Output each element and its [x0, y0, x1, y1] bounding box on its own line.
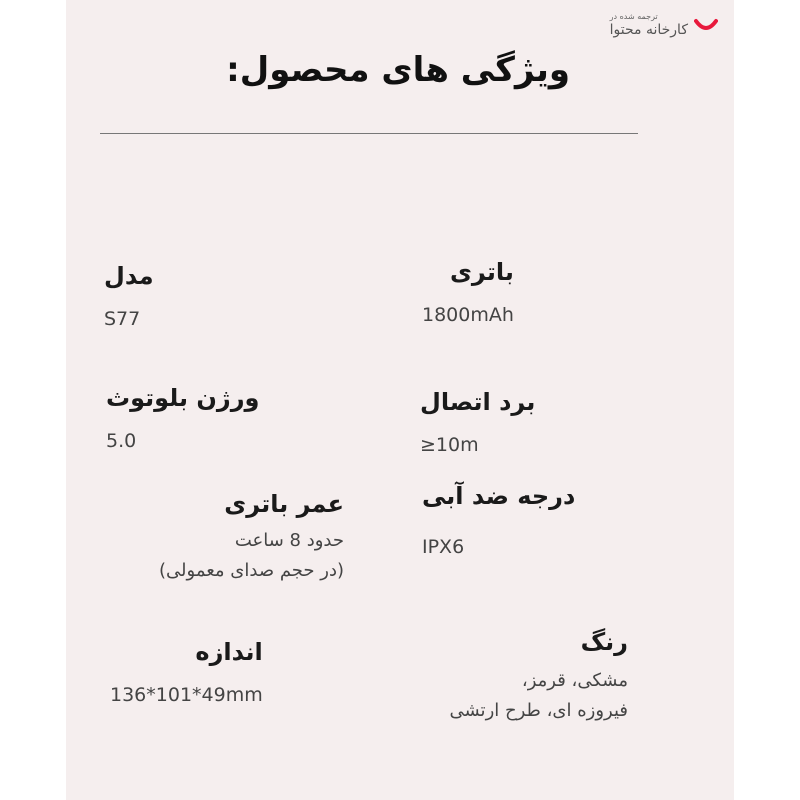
watermark-brand-text: کارخانه محتوا [609, 22, 688, 38]
spec-model [104, 262, 154, 334]
spec-value: ≥10m [420, 434, 479, 456]
page-title: ویژگی های محصول: [226, 50, 570, 90]
spec-battery [422, 258, 514, 330]
spec-value-line: مشکی، قرمز، [521, 670, 628, 691]
watermark-small-text: ترجمه شده در [609, 12, 658, 21]
spec-value: 136*101*49mm [110, 684, 263, 706]
spec-label: ورژن بلوتوث [106, 384, 260, 412]
spec-value: 5.0 [106, 430, 137, 452]
spec-value-line: (در حجم صدای معمولی) [159, 560, 344, 581]
spec-battery-life [104, 490, 344, 586]
watermark [610, 12, 718, 38]
spec-label: باتری [449, 258, 514, 286]
spec-label: اندازه [195, 638, 263, 666]
smile-arc-icon [694, 17, 718, 33]
spec-label: مدل [104, 262, 154, 290]
spec-label: عمر باتری [224, 490, 344, 518]
spec-color [422, 628, 628, 726]
spec-value: IPX6 [422, 536, 465, 558]
spec-label: رنگ [580, 628, 628, 656]
spec-dimensions [104, 638, 263, 710]
spec-value-line: فیروزه ای، طرح ارتشی [449, 700, 628, 721]
spec-label: برد اتصال [420, 388, 536, 416]
spec-range [420, 388, 535, 460]
spec-label: درجه ضد آبی [422, 482, 576, 510]
spec-value: 1800mAh [422, 304, 514, 326]
spec-value: S77 [104, 308, 141, 330]
spec-bluetooth [106, 384, 259, 456]
divider [100, 133, 638, 134]
spec-value-line: حدود 8 ساعت [234, 530, 344, 551]
spec-waterproof [422, 482, 575, 562]
